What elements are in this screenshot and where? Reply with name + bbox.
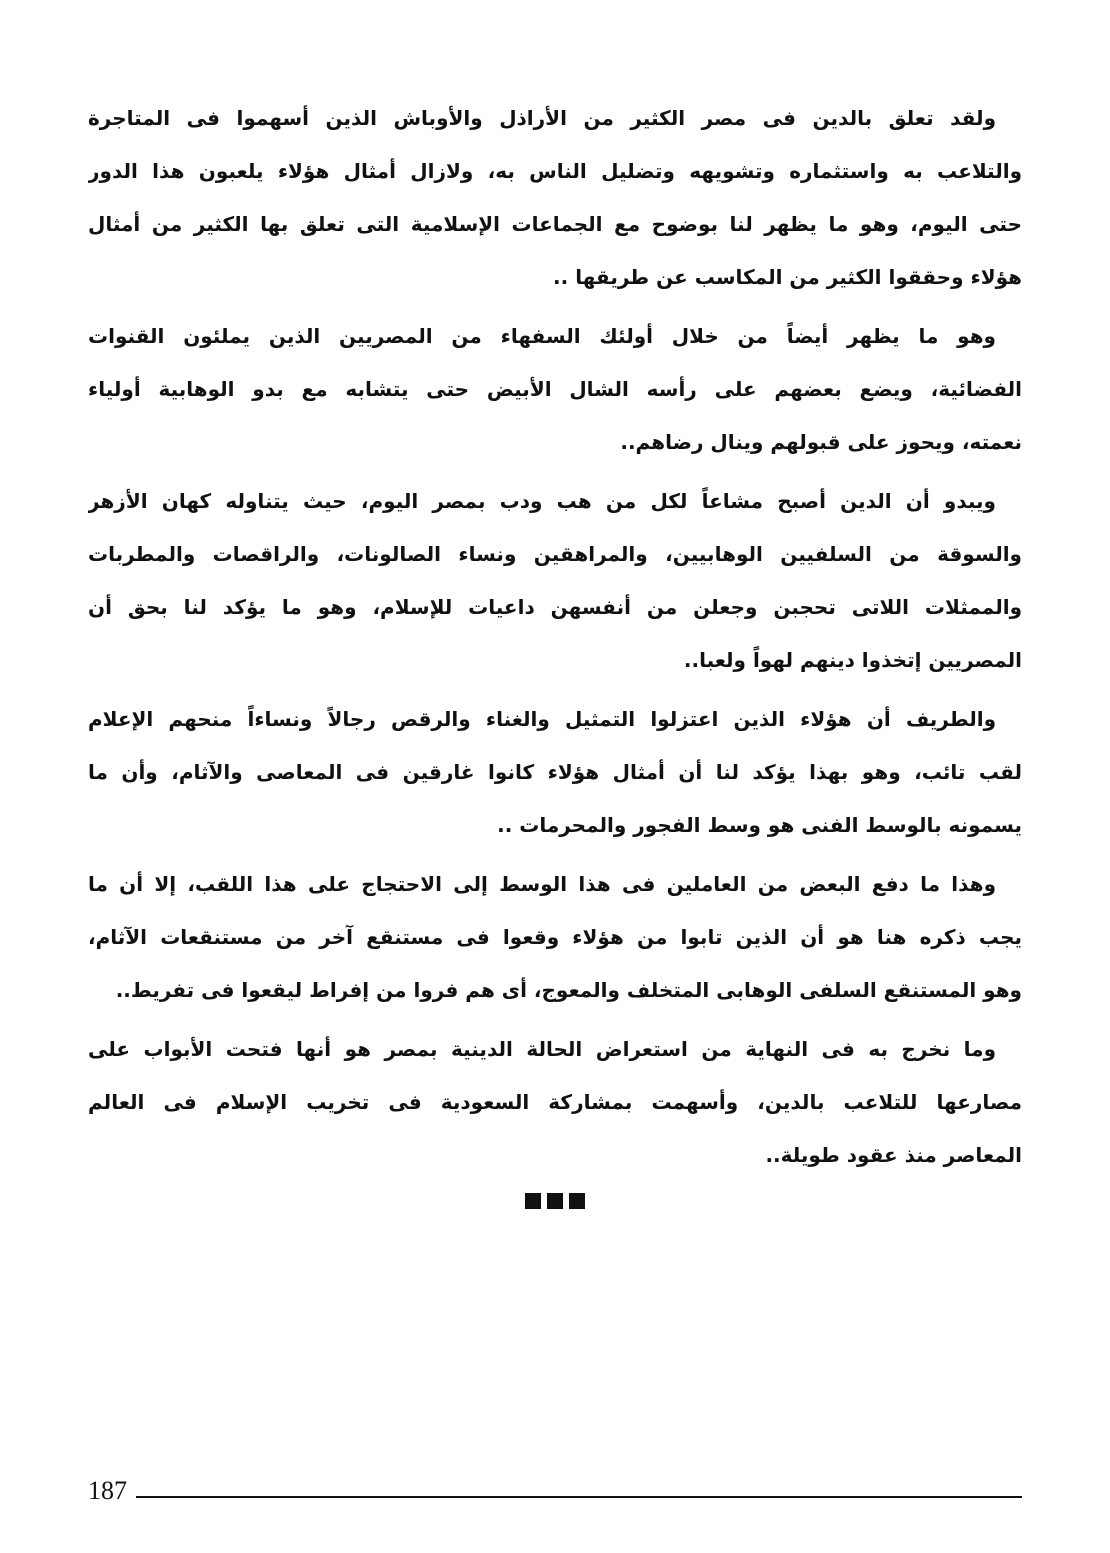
text-line: والممثلات اللاتى تحجبن وجعلن من أنفسهن داعيات للإسلام، وهو ما يؤكد لنا بحق أن [88,595,1022,619]
page-footer [88,1476,1022,1506]
text-line: يسمونه بالوسط الفنى هو وسط الفجور والمحرمات .. [497,813,1022,837]
text-line: وهذا ما دفع البعض من العاملين فى هذا الوسط إلى الاحتجاج على هذا اللقب، إلا أن ما [88,872,996,896]
text-line: المصريين إتخذوا دينهم لهواً ولعبا.. [683,648,1022,672]
text-line: حتى اليوم، وهو ما يظهر لنا بوضوح مع الجماعات الإسلامية التى تعلق بها الكثير من أمثال [88,212,1022,236]
text-line: نعمته، ويحوز على قبولهم وينال رضاهم.. [620,430,1022,454]
text-line: ويبدو أن الدين أصبح مشاعاً لكل من هب ودب بمصر اليوم، حيث يتناوله كهان الأزهر [88,489,996,513]
text-line: وما نخرج به فى النهاية من استعراض الحالة الدينية بمصر هو أنها فتحت الأبواب على [88,1037,996,1061]
paragraph [88,310,1022,469]
paragraph [88,693,1022,852]
text-line: مصارعها للتلاعب بالدين، وأسهمت بمشاركة السعودية فى تخريب الإسلام فى العالم [88,1090,1022,1114]
page-body [88,92,1022,1188]
page-number: 187 [88,1476,127,1505]
section-end-mark [0,1193,1110,1214]
paragraph [88,92,1022,304]
text-line: وهو المستنقع السلفى الوهابى المتخلف والمعوج، أى هم فروا من إفراط ليقعوا فى تفريط.. [115,978,1022,1002]
text-line: وهو ما يظهر أيضاً من خلال أولئك السفهاء من المصريين الذين يملئون القنوات [88,324,996,348]
text-line: والطريف أن هؤلاء الذين اعتزلوا التمثيل والغناء والرقص رجالاً ونساءاً منحهم الإعلام [88,707,996,731]
text-line: المعاصر منذ عقود طويلة.. [765,1143,1022,1167]
text-line: والسوقة من السلفيين الوهابيين، والمراهقين ونساء الصالونات، والراقصات والمطربات [88,542,1022,566]
footer-rule [136,1496,1022,1498]
text-line: يجب ذكره هنا هو أن الذين تابوا من هؤلاء وقعوا فى مستنقع آخر من مستنقعات الآثام، [88,925,1022,949]
paragraph [88,858,1022,1017]
text-line: والتلاعب به واستثماره وتشويهه وتضليل الناس به، ولازال أمثال هؤلاء يلعبون هذا الدور [88,159,1022,183]
text-line: الفضائية، ويضع بعضهم على رأسه الشال الأبيض حتى يتشابه مع بدو الوهابية أولياء [88,377,1022,401]
paragraph [88,1023,1022,1182]
end-square [525,1193,541,1209]
text-line: ولقد تعلق بالدين فى مصر الكثير من الأراذل والأوباش الذين أسهموا فى المتاجرة [88,106,996,130]
end-square [547,1193,563,1209]
paragraph [88,475,1022,687]
end-square [569,1193,585,1209]
text-line: هؤلاء وحققوا الكثير من المكاسب عن طريقها .. [553,265,1022,289]
text-line: لقب تائب، وهو بهذا يؤكد لنا أن أمثال هؤلاء كانوا غارقين فى المعاصى والآثام، وأن ما [88,760,1022,784]
